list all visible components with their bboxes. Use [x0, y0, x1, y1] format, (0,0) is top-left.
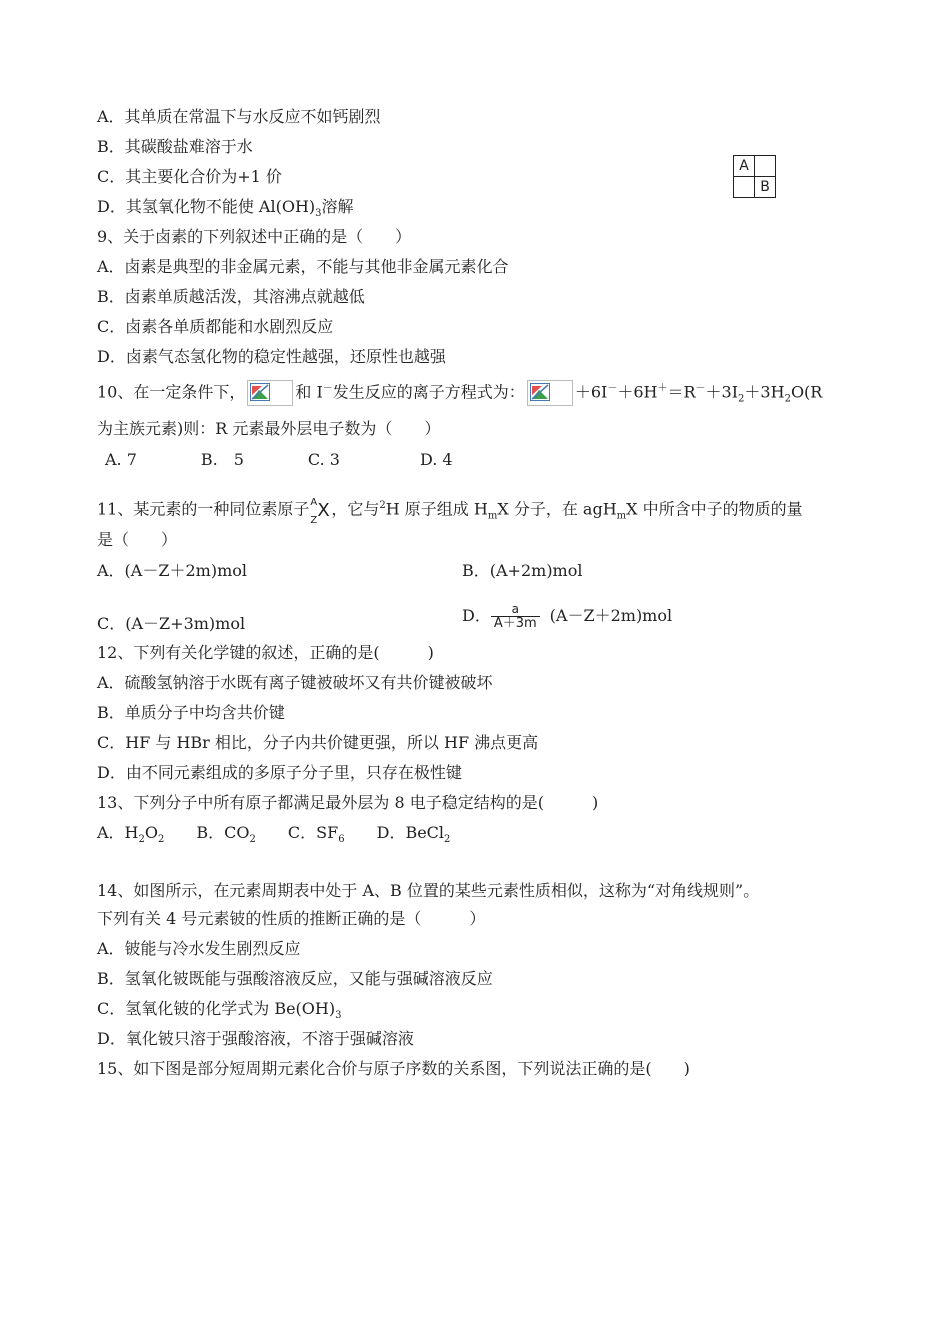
q14-option-c: C．氢氧化铍的化学式为 $Be(OH)_3$: [97, 999, 342, 1022]
q13-option-d: D．BeCl$_2$: [376, 823, 451, 846]
q11-stem-line2: 是（ ）: [97, 530, 178, 549]
grid-cell-b: B: [755, 177, 776, 198]
grid-cell-empty-1: [755, 156, 776, 177]
q14-stem-line1: 14、如图所示，在元素周期表中处于 A、B 位置的某些元素性质相似，这称为“对角线规则”。: [97, 881, 760, 900]
q14-option-a: A．铍能与冷水发生剧烈反应: [97, 939, 301, 958]
q12-option-a: A．硫酸氢钠溶于水既有离子键被破坏又有共价键被破坏: [97, 673, 493, 692]
q10-options: A. 7 B. 5 C. 3 D. 4: [105, 450, 453, 469]
q8-option-a: A．其单质在常温下与水反应不如钙剧烈: [97, 107, 381, 126]
grid-cell-empty-2: [734, 177, 755, 198]
q10-stem-line1: 10、在一定条件下， 和 I－发生反应的离子方程式为： $+6I^-+6H^+=R^-+3I_2+3H_2O(R$: [97, 380, 822, 406]
q9-option-d: D．卤素气态氢化物的稳定性越强，还原性也越强: [97, 347, 446, 366]
q10-stem-line2: 为主族元素)则：R 元素最外层电子数为（ ）: [97, 419, 441, 438]
q13-option-a: A．$H_2O_2$: [97, 823, 165, 846]
q11-option-b: B．(A+2m)mol: [462, 561, 583, 580]
q12-stem: 12、下列有关化学键的叙述，正确的是( ): [97, 643, 434, 662]
q12-option-c: C．HF 与 HBr 相比，分子内共价键更强，所以 HF 沸点更高: [97, 733, 539, 752]
q11-stem-line1: 11、某元素的一种同位素原子 A Z X ，它与$^2$H 原子组成 $H_mX$ 分子，在 agH$_m$X 中所含中子的物质的量: [97, 492, 803, 528]
q13-options: [97, 822, 450, 844]
q13-option-b: B．$CO_2$: [196, 823, 256, 846]
q12-option-b: B．单质分子中均含共价键: [97, 703, 285, 722]
q11-option-a: A．(A－Z＋2m)mol: [97, 561, 247, 580]
isotope-notation: A Z X: [310, 497, 330, 526]
fraction: $\frac{a}{A+3m}$: [491, 603, 540, 630]
q8-option-d: D．其氢氧化物不能使 $Al(OH)_3$溶解: [97, 197, 354, 220]
q13-stem: 13、下列分子中所有原子都满足最外层为 8 电子稳定结构的是( ): [97, 793, 599, 812]
q11-option-d: D． $\frac{a}{A+3m}$ (A－Z＋2m)mol: [462, 602, 673, 631]
q9-stem: 9、关于卤素的下列叙述中正确的是（ ）: [97, 227, 412, 246]
q9-option-b: B．卤素单质越活泼，其溶沸点就越低: [97, 287, 365, 306]
q14-stem-line2: 下列有关 4 号元素铍的性质的推断正确的是（ ）: [97, 909, 486, 928]
q14-option-d: D．氧化铍只溶于强酸溶液，不溶于强碱溶液: [97, 1029, 414, 1048]
q9-option-c: C．卤素各单质都能和水剧烈反应: [97, 317, 334, 336]
q12-option-d: D．由不同元素组成的多原子分子里，只存在极性键: [97, 763, 462, 782]
q9-option-a: A．卤素是典型的非金属元素，不能与其他非金属元素化合: [97, 257, 509, 276]
q14-option-b: B．氢氧化铍既能与强酸溶液反应，又能与强碱溶液反应: [97, 969, 493, 988]
broken-image-icon: [247, 380, 293, 406]
q8-option-c: C．其主要化合价为+1 价: [97, 167, 282, 186]
q15-stem: 15、如下图是部分短周期元素化合价与原子序数的关系图，下列说法正确的是( ): [97, 1059, 690, 1078]
q13-option-c: C．$SF_6$: [287, 823, 345, 846]
grid-cell-a: A: [734, 156, 755, 177]
q8-option-b: B．其碳酸盐难溶于水: [97, 137, 253, 156]
diagonal-rule-grid: [733, 155, 776, 198]
q11-option-c: C．(A－Z+3m)mol: [97, 614, 246, 633]
broken-image-icon: [527, 380, 573, 406]
